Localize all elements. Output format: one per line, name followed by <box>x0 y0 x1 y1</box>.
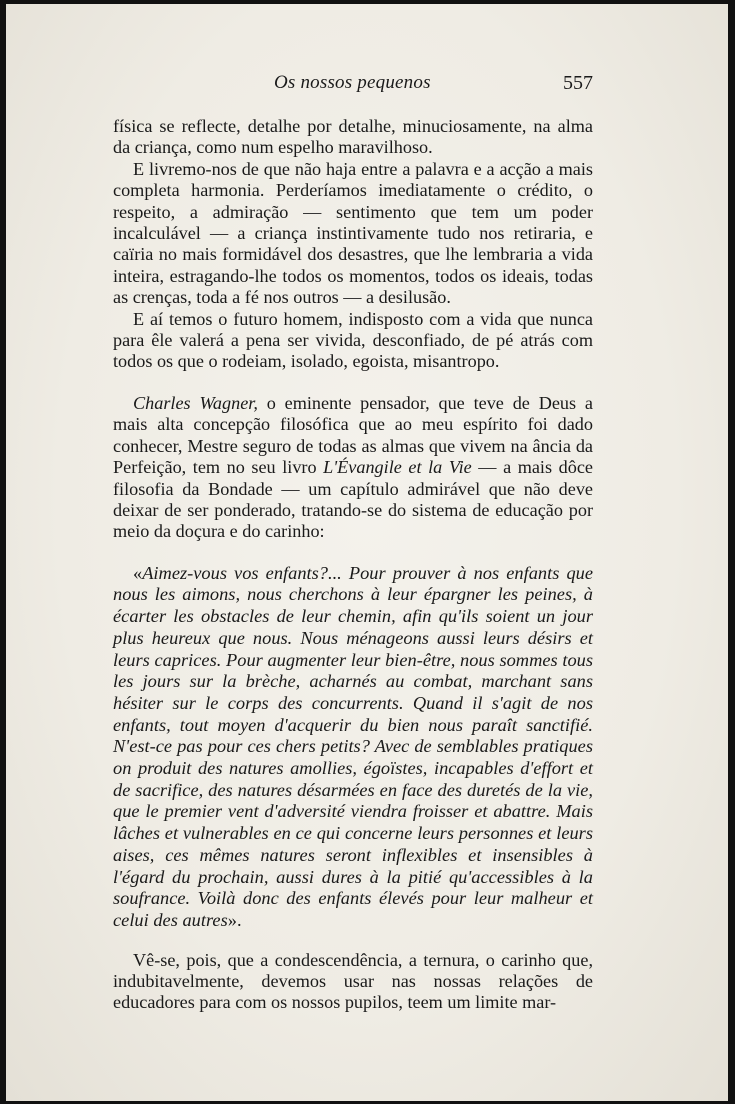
wagner-text-a: o eminente pensador, que teve de Deus a mais alta concepção filosófica que ao meu espírito foi dado conhecer, Mestre seguro de todas as almas que vivem na ância da Perfeição, tem no seu livro <box>113 392 593 478</box>
paragraph-continuation: física se reflecte, detalhe por detalhe, minuciosamente, na alma da criança, como num espelho maravilhoso. <box>113 116 593 158</box>
quote-text: Aimez-vous vos enfants?... Pour prouver à nos enfants que nous les aimons, nous cherchons à leur épargner les peines, à écarter les obstacles de leur chemin, afin qu'ils soient un jour plus heureux que nous. Nous ménageons aussi leurs désirs et leurs caprices. Pour augmenter leur bien-être, nous sommes tous les jours sur la brèche, acharnés au combat, marchant sans hésiter sur le corps des concurrents. Quand il s'agit de nos enfants, tout moyen d'acquerir du bien nous paraît sanctifié. N'est-ce pas pour ces chers petits? Avec de semblables pratiques on produit des natures amollies, égoïstes, incapables d'effort et de sacrifice, des natures désarmées en face des duretés de la vie, que le premier vent d'adversité viendra froisser et abattre. Mais lâches et vulnerables en ce qui concerne leurs personnes et leurs aises, ces mêmes natures seront inflexibles et insensibles à l'égard du prochain, aussi dures à la pitié qu'accessibles à la soufrance. Voilà donc des enfants élevés pour leur malheur et celui des autres <box>113 562 593 930</box>
quote-close-mark: ». <box>227 909 242 930</box>
page-number: 557 <box>563 72 593 94</box>
body-text <box>113 116 593 1014</box>
author-name: Charles Wagner, <box>133 392 258 413</box>
paragraph-gap <box>113 932 593 950</box>
quote-open-mark: « <box>133 562 143 583</box>
page-header <box>113 72 593 100</box>
paragraph-gap <box>113 373 593 393</box>
running-title: Os nossos pequenos <box>274 72 431 93</box>
paragraph-condescendencia: Vê-se, pois, que a condescendência, a ternura, o carinho que, indubitavelmente, devemos usar nas nossas relações de educadores para com os nossos pupilos, teem um limite mar- <box>113 949 593 1013</box>
paragraph-wagner <box>113 393 593 543</box>
paragraph-futuro-homem: E aí temos o futuro homem, indisposto com a vida que nunca para êle valerá a pena ser vivida, desconfiado, de pé atrás com todos os que o rodeiam, isolado, egoista, misantropo. <box>113 308 593 372</box>
book-title: L'Évangile et la Vie <box>323 457 472 478</box>
french-quotation <box>113 563 593 932</box>
paragraph-gap <box>113 543 593 563</box>
paragraph-harmonia: E livremo-nos de que não haja entre a palavra e a acção a mais completa harmonia. Perderíamos imediatamente o crédito, o respeito, a admiração — sentimento que tem um poder incalculável — a criança instintivamente tudo nos retiraria, e caïria no mais formidável dos desastres, que lhe lembraria a vida inteira, estragando-lhe todos os momentos, todos os ideais, todas as crenças, toda a fé nos outros — a desilusão. <box>113 158 593 308</box>
wagner-text-b: — a mais dôce filosofia da Bondade — um capítulo admirável que não deve deixar de ser ponderado, tratando-se do sistema de educação por meio da doçura e do carinho: <box>113 457 593 542</box>
